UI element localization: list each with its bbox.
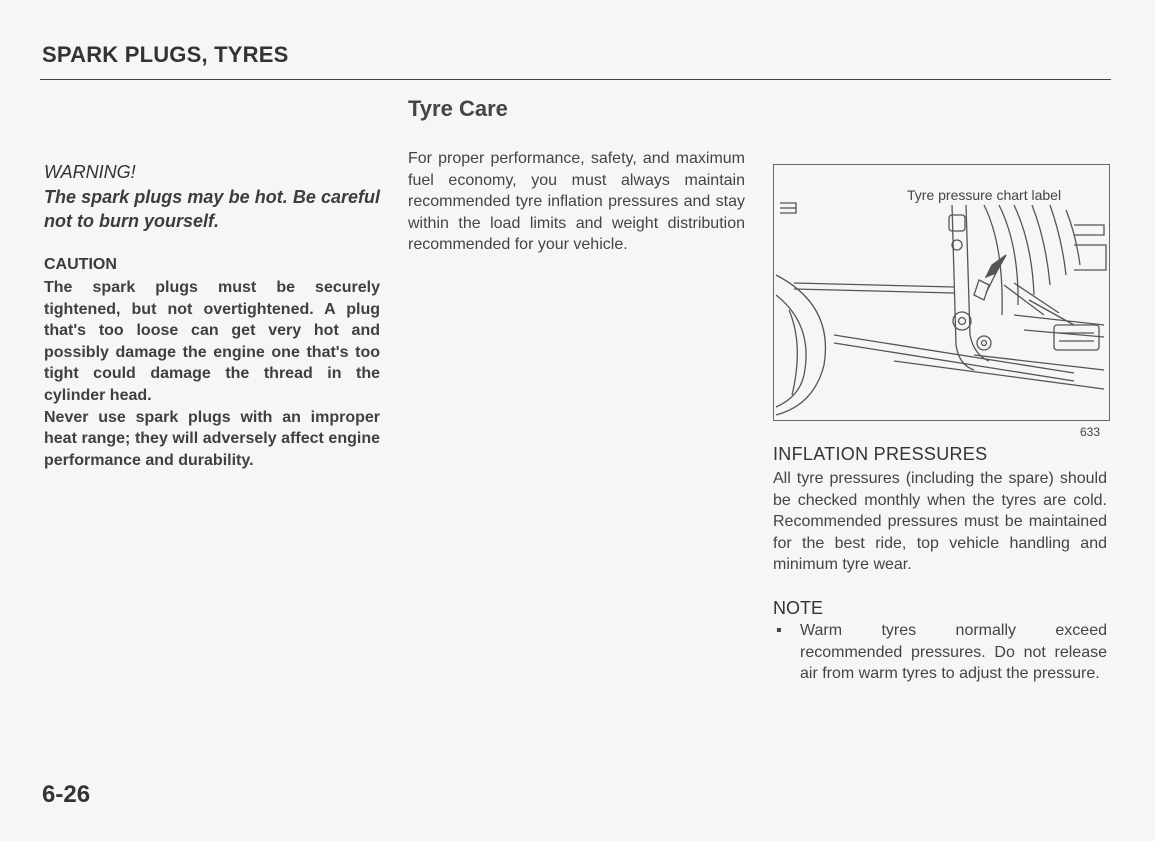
figure-number: 633 (1080, 425, 1101, 439)
caution-paragraph: Never use spark plugs with an improper heat range; they will adversely affect engine performance and durability. (44, 408, 380, 469)
section-title-tyre-care: Tyre Care (408, 96, 508, 121)
bullet-icon: ▪ (776, 622, 782, 639)
tyre-pressure-figure (773, 164, 1110, 421)
note-heading: NOTE (773, 598, 824, 618)
door-latch (949, 215, 965, 231)
tyre-care-body: For proper performance, safety, and maximum fuel economy, you must always maintain recommended tyre inflation pressures and stay within the load limits and weight distribution recommended for your vehicle. (408, 150, 745, 253)
page-header-title: SPARK PLUGS, TYRES (42, 42, 289, 67)
note-list (773, 620, 1107, 685)
warning-heading: WARNING! (44, 162, 136, 182)
warning-text: The spark plugs may be hot. Be careful not to burn yourself. (44, 187, 380, 231)
note-item (773, 620, 1107, 685)
header-divider (40, 79, 1111, 80)
inflation-pressures-text: All tyre pressures (including the spare) should be checked monthly when the tyres are cold. Recommended pressures must be maintained for the best ride, top vehicle handling and minimum tyre wear. (773, 470, 1107, 574)
door-frame-illustration (774, 165, 1110, 421)
note-item-text: Warm tyres normally exceed recommended pressures. Do not release air from warm tyres to adjust the pressure. (800, 622, 1107, 683)
caution-paragraph: The spark plugs must be securely tightened, but not overtightened. A plug that's too loose can get very hot and possibly damage the engine one that's too tight could damage the thread in the cylinder head. (44, 279, 380, 404)
page-number: 6-26 (42, 781, 91, 808)
figure-label: Tyre pressure chart label (907, 187, 1062, 203)
caution-heading: CAUTION (44, 256, 117, 273)
caution-text (44, 277, 380, 471)
inflation-pressures-heading: INFLATION PRESSURES (773, 444, 988, 464)
